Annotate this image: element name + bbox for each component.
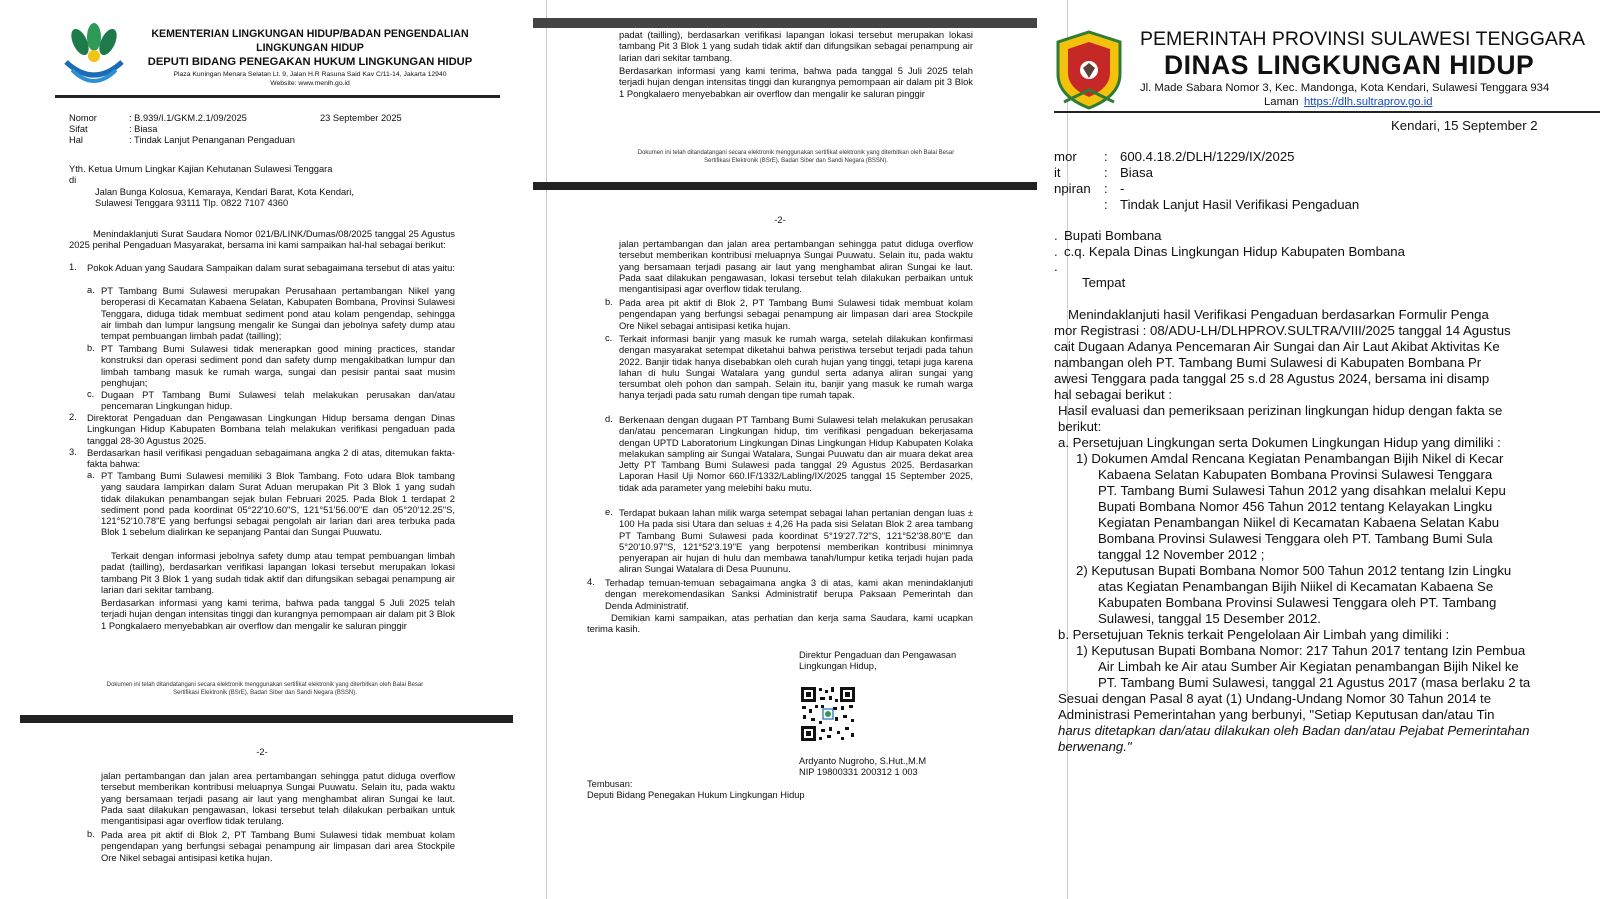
agency-name: DINAS LINGKUNGAN HIDUP (1164, 50, 1535, 80)
section-a-item-2-line-2: atas Kegiatan Penambangan Bijih Niikel di Kecamatan Kabaena Se (1098, 579, 1494, 594)
item-3a-paragraph-2: Terkait dengan informasi jebolnya safety dump atau tempat pembuangan limbah padat (tailling), berdasarkan verifikasi lapangan lokasi tersebut merupakan lokasi tambang Pit 3 Blok 1 yang sudah tidak aktif dan difungsikan sebagai penampung air larian dari sekitar tambang. (101, 550, 455, 595)
tembusan-recipient: Deputi Bidang Penegakan Hukum Lingkungan Hidup (587, 790, 805, 800)
item-letter-c: c. (605, 333, 613, 343)
top-bar (533, 18, 1037, 28)
agency-website-link[interactable]: https://dlh.sultraprov.go.id (1304, 96, 1433, 108)
item-letter-1c: c. (87, 389, 95, 399)
section-a-item-1-line-6: Bombana Provinsi Sulawesi Tenggara oleh PT. Tambang Bumi Sula (1098, 531, 1493, 546)
sifat-value: : Biasa (129, 124, 158, 134)
item-c: Terkait informasi banjir yang masuk ke rumah warga, setelah dilakukan konfirmasi dengan masyarakat setempat diketahui bahwa peristiwa tersebut terjadi pada tahun 2022. Banjir tidak hanya disebabkan oleh curah hujan yang tinggi, tetapi juga karena lahan di hulu Sungai Watalara yang gundul serta adanya aliran sungai yang tersumbat oleh pohon dan sampah. Selain itu, banjir yang masuk ke rumah warga hanya terjadi pada satu rumah dengan tipe rumah tapak. (619, 333, 973, 401)
item-3: Berdasarkan hasil verifikasi pengaduan sebagaimana angka 2 di atas, ditemukan fakta-fakta bahwa: (87, 447, 455, 470)
esign-footer: Dokumen ini telah ditandatangani secara elektronik menggunakan sertifikat elektronik yang diterbitkan oleh Balai Besar Sertifikasi Elektronik (BSrE), Badan Siber dan Sandi Negara (BSSN). (106, 682, 424, 696)
item-1c: Dugaan PT Tambang Bumi Sulawesi telah melakukan perusakan dan/atau pencemaran Lingkungan hidup. (101, 389, 455, 412)
item-number-4: 4. (587, 577, 595, 587)
item-letter-3a: a. (87, 470, 95, 480)
ministry-name-line1: KEMENTERIAN LINGKUNGAN HIDUP/BADAN PENGENDALIAN (151, 28, 469, 40)
letterhead-rule (55, 95, 500, 98)
lampiran-value: - (1120, 181, 1125, 196)
item-1: Pokok Aduan yang Saudara Sampaikan dalam surat sebagaimana tersebut di atas yaitu: (87, 262, 455, 273)
agency-address: Jl. Made Sabara Nomor 3, Kec. Mandonga, Kota Kendari, Sulawesi Tenggara 934 (1140, 82, 1550, 94)
section-b: b. Persetujuan Teknis terkait Pengelolaan Air Limbah yang dimiliki : (1058, 627, 1450, 642)
letter-date: 23 September 2025 (320, 113, 402, 123)
item-2: Direktorat Pengaduan dan Pengawasan Lingkungan Hidup bersama dengan Dinas Lingkungan Hidup Kabupaten Bombana telah melakukan verifikasi pengaduan pada tanggal 28-30 Agustus 2025. (87, 412, 455, 446)
item-letter-1b: b. (87, 343, 95, 353)
page2-continuation: jalan pertambangan dan jalan area pertambangan sehingga patut diduga overflow tersebut memberikan kontribusi meluapnya Sungai Puuwatu. Selain itu, pada waktu yang bersamaan terjadi pasang air laut yang menghambat aliran Sungai ke laut. Pada saat dilakukan pengawasan, lokasi tersebut telah dilakukan perbaikan untuk mengantisipasi agar overflow tidak terulang. (101, 770, 455, 827)
ministry-name-line2: LINGKUNGAN HIDUP (256, 42, 364, 54)
addressee-line4: Sulawesi Tenggara 93111 Tlp. 0822 7107 4360 (95, 198, 289, 208)
section-a-item-1-line-7: tanggal 12 November 2012 ; (1098, 547, 1265, 562)
item-number-3: 3. (69, 447, 77, 457)
top-continuation-2: Berdasarkan informasi yang kami terima, bahwa pada tanggal 5 Juli 2025 telah terjadi hujan dengan intensitas tinggi dan kurangnya pemompaan air dalam pit 3 Blok 1 Pongkalaero menyebabkan air overflow dan mengalir ke saluran pinggir (619, 65, 973, 99)
item-b: Pada area pit aktif di Blok 2, PT Tambang Bumi Sulawesi tidak membuat kolam pengendapan yang berfungsi sebagai penampung air limpasan dari area Stockpile Ore Nikel sebagai antisipasi ketika hujan. (619, 297, 973, 331)
tembusan-label: Tembusan: (587, 779, 633, 789)
laman-label: Laman (1264, 96, 1299, 108)
closing-paragraph: Demikian kami sampaikan, atas perhatian dan kerja sama Saudara, kami ucapkan terima kasih. (587, 612, 973, 635)
ministry-website: Website: www.menlh.go.id (270, 80, 350, 87)
item-letter-e: e. (605, 507, 613, 517)
section-a-item-2-line-3: Kabupaten Bombana Provinsi Sulawesi Tenggara oleh PT. Tambang (1098, 595, 1497, 610)
page-break-bar (533, 182, 1037, 190)
addressee-line3: Jalan Bunga Kolosua, Kemaraya, Kendari Barat, Kota Kendari, (95, 187, 354, 197)
item-number-2: 2. (69, 412, 77, 422)
letterhead-rule (1054, 111, 1600, 113)
section-a-item-2: 2) Keputusan Bupati Bombana Nomor 500 Tahun 2012 tentang Izin Lingku (1076, 563, 1512, 578)
section-a-item-1-line-3: PT. Tambang Bumi Sulawesi Tahun 2012 yang disahkan melalui Kepu (1098, 483, 1506, 498)
province-emblem-icon (1052, 28, 1126, 110)
addressee-line2: c.q. Kepala Dinas Lingkungan Hidup Kabupaten Bombana (1064, 244, 1405, 259)
item-1a: PT Tambang Bumi Sulawesi merupakan Perusahaan pertambangan Nikel yang beroperasi di Kecamatan Kabaena Selatan, Kabupaten Bombana, Provinsi Sulawesi Tenggara, diduga tidak membuat sediment pond atau kolam pengendap, sehingga air limbah dan lumpur langsung mengalir ke Sungai dan jebolnya safety dump atau tempat pembuangan limbah padat (tailling); (101, 285, 455, 342)
letter-panel-page2 (546, 0, 1068, 899)
signatory-name: Ardyanto Nugroho, S.Hut.,M.M (799, 756, 927, 766)
esign-footer: Dokumen ini telah ditandatangani secara elektronik menggunakan sertifikat elektronik yang diterbitkan oleh Balai Besar Sertifikasi Elektronik (BSrE), Badan Siber dan Sandi Negara (BSSN). (637, 150, 955, 164)
item-1b: PT Tambang Bumi Sulawesi tidak menerapkan good mining practices, standar konstruksi dan operasi sediment pond dan safety dump mengakibatkan lumpur dan limbah tambang masuk ke rumah warga, sungai dan pesisir pantai saat musim penghujan; (101, 343, 455, 388)
body-line-1: Menindaklanjuti hasil Verifikasi Pengaduan berdasarkan Formulir Penga (1068, 307, 1489, 322)
nomor-label: Nomor (69, 113, 97, 123)
section-a-item-1-line-2: Kabaena Selatan Kabupaten Bombana Provinsi Sulawesi Tenggara (1098, 467, 1493, 482)
section-a-item-1: 1) Dokumen Amdal Rencana Kegiatan Penambangan Bijih Nikel di Kecar (1076, 451, 1504, 466)
body-line-2: mor Registrasi : 08/ADU-LH/DLHPROV.SULTRA/VIII/2025 tanggal 14 Agustus (1054, 323, 1511, 338)
hal-value: Tindak Lanjut Hasil Verifikasi Pengaduan (1120, 197, 1360, 212)
legal-basis-line-1: Sesuai dengan Pasal 8 ayat (1) Undang-Undang Nomor 30 Tahun 2014 te (1058, 691, 1492, 706)
letter-panel-ministry (0, 0, 538, 899)
legal-basis-line-4: berwenang." (1058, 739, 1132, 754)
deputy-name: DEPUTI BIDANG PENEGAKAN HUKUM LINGKUNGAN HIDUP (147, 56, 473, 68)
addressee-line1: Yth. Ketua Umum Lingkar Kajian Kehutanan Sulawesi Tenggara (69, 164, 333, 174)
signatory-title-1: Direktur Pengaduan dan Pengawasan (799, 650, 957, 660)
item-4: Terhadap temuan-temuan sebagaimana angka 3 di atas, kami akan menindaklanjuti dengan merekomendasikan Sanksi Administratif berupa Paksaan Pemerintah dan Denda Administratif. (605, 577, 973, 611)
letter-date: Kendari, 15 September 2 (1391, 118, 1538, 133)
body-line-3: cait Dugaan Adanya Pencemaran Air Sungai dan Air Laut Akibat Aktivitas Ke (1054, 339, 1500, 354)
legal-basis-line-3: harus ditetapkan dan/atau dilakukan oleh Badan dan/atau Pejabat Pemerintahan (1058, 723, 1530, 738)
signatory-title-2: Lingkungan Hidup, (799, 661, 877, 671)
item-e: Terdapat bukaan lahan milik warga setempat sebagai lahan pertanian dengan luas ± 100 Ha pada sisi Utara dan seluas ± 4,26 Ha pada sisi Selatan Blok 2 area tambang PT Tambang Bumi Sulawesi pada koordinat 5°19'27.72"S, 121°52'38.80"E dan 5°20'10.97"S, 121°52'3.19"E yang berpotensi memberikan kontribusi minimnya penyerapan air hujan di hulu dan membawa tanah/lumpur ketika terjadi hujan pada aliran Sungai Watalara di Desa Puununu. (619, 507, 973, 575)
item-number-1: 1. (69, 262, 77, 272)
page-number: -2- (774, 215, 786, 225)
legal-basis-line-2: Administrasi Pemerintahan yang berbunyi, "Setiap Keputusan dan/atau Tin (1058, 707, 1495, 722)
item-letter-1a: a. (87, 285, 95, 295)
addressee-line2: di (69, 175, 77, 185)
item-letter-d: d. (605, 414, 613, 424)
top-continuation: padat (tailling), berdasarkan verifikasi lapangan lokasi tersebut merupakan lokasi tambang Pit 3 Blok 1 yang sudah tidak aktif dan difungsikan sebagai penampung air larian dari sekitar tambang. (619, 29, 973, 63)
section-a: a. Persetujuan Lingkungan serta Dokumen Lingkungan Hidup yang dimiliki : (1058, 435, 1501, 450)
ministry-logo-icon (60, 22, 128, 88)
body-line-7: Hasil evaluasi dan pemeriksaan perizinan lingkungan hidup dengan fakta se (1058, 403, 1503, 418)
addressee-line1: Bupati Bombana (1064, 228, 1162, 243)
ministry-address: Plaza Kuningan Menara Selatan Lt. 9, Jalan H.R Rasuna Said Kav C/11-14, Jakarta 12940 (173, 71, 447, 78)
nomor-value: : B.939/I.1/GKM.2.1/09/2025 (129, 113, 247, 123)
letter-panel-province: PEMERINTAH PROVINSI SULAWESI TENGGARA DINAS LINGKUNGAN HIDUP Jl. Made Sabara Nomor 3, Kec. Mandonga, Kota Kendari, Sulawesi Tenggara 934 Laman https://dlh.sultraprov.go.id Kendari, 15 September 2 mor : 600.4.18.2/DLH/1229/IX/2025 it : Biasa npiran : - : Tindak Lanjut Hasil Verifikasi Pengaduan . Bupati Bombana . c.q. Kepala Dinas Lingkungan Hidup Kabupaten Bombana . Tempat Menindaklanjuti hasil Verifikasi Pengaduan berdasarkan Formulir Penga mor Registrasi : 08/ADU-LH/DLHPROV.SULTRA/VIII/2025 tanggal 14 Agustus cait Dugaan Adanya Pencemaran Air Sungai dan Air Laut Akibat Aktivitas Ke nambangan oleh PT. Tambang Bumi Sulawesi di Kabupaten Bombana Pr awesi Tenggara pada tanggal 25 s.d 28 Agustus 2024, bersama ini disamp hal sebagai berikut : Hasil evaluasi dan pemeriksaan perizinan lingkungan hidup dengan fakta se berikut: a. Persetujuan Lingkungan serta Dokumen Lingkungan Hidup yang dimiliki : 1) Dokumen Amdal Rencana Kegiatan Penambangan Bijih Nikel di Kecar Kabaena Selatan Kabupaten Bombana Provinsi Sulawesi Tenggara PT. Tambang Bumi Sulawesi Tahun 2012 yang disahkan melalui Kepu Bupati Bombana Nomor 456 Tahun 2012 tentang Kelayakan Lingku Kegiatan Penambangan Niikel di Kecamatan Kabaena Selatan Kabu Bombana Provinsi Sulawesi Tenggara oleh PT. Tambang Bumi Sula tanggal 12 November 2012 ; 2) Keputusan Bupati Bombana Nomor 500 Tahun 2012 tentang Izin Lingku atas Kegiatan Penambangan Bijih Niikel di Kecamatan Kabaena Se Kabupaten Bombana Provinsi Sulawesi Tenggara oleh PT. Tambang Sulawesi, tanggal 15 Desember 2012. b. Persetujuan Teknis terkait Pengelolaan Air Limbah yang dimiliki : 1) Keputusan Bupati Bombana Nomor: 217 Tahun 2017 tentang Izin Pembua Air Limbah ke Air atau Sumber Air Kegiatan penambangan Bijih Nikel ke PT. Tambang Bumi Sulawesi, tanggal 21 Agustus 2017 (masa berlaku 2 ta Sesuai dengan Pasal 8 ayat (1) Undang-Undang Nomor 30 Tahun 2014 te Administrasi Pemerintahan yang berbunyi, "Setiap Keputusan dan/atau Tin harus ditetapkan dan/atau dilakukan oleh Badan dan/atau Pejabat Pemerintahan berwenang." (1074, 0, 1600, 899)
nomor-value: 600.4.18.2/DLH/1229/IX/2025 (1120, 149, 1295, 164)
continuation-paragraph: jalan pertambangan dan jalan area pertambangan sehingga patut diduga overflow tersebut memberikan kontribusi meluapnya Sungai Puuwatu. Selain itu, pada waktu yang bersamaan terjadi pasang air laut yang menghambat aliran Sungai ke laut. Pada saat dilakukan pengawasan, lokasi tersebut telah dilakukan perbaikan untuk mengantisipasi agar overflow tidak terulang. (619, 238, 973, 295)
hal-label: Hal (69, 135, 83, 145)
section-b-item-1-line-2: Air Limbah ke Air atau Sumber Air Kegiatan penambangan Bijih Nikel ke (1098, 659, 1519, 674)
section-a-item-1-line-5: Kegiatan Penambangan Niikel di Kecamatan Kabaena Selatan Kabu (1098, 515, 1500, 530)
section-b-item-1: 1) Keputusan Bupati Bombana Nomor: 217 Tahun 2017 tentang Izin Pembua (1076, 643, 1526, 658)
sifat-value: Biasa (1120, 165, 1153, 180)
sifat-label: Sifat (69, 124, 88, 134)
nomor-label: mor (1054, 149, 1077, 164)
hal-value: : Tindak Lanjut Penanganan Pengaduan (129, 135, 295, 145)
sifat-label: it (1054, 165, 1061, 180)
section-a-item-2-line-4: Sulawesi, tanggal 15 Desember 2012. (1098, 611, 1321, 626)
item-letter-b: b. (605, 297, 613, 307)
body-line-8: berikut: (1058, 419, 1102, 434)
lampiran-label: npiran (1054, 181, 1091, 196)
item-letter-3b: b. (87, 829, 95, 839)
body-line-5: awesi Tenggara pada tanggal 25 s.d 28 Agustus 2024, bersama ini disamp (1054, 371, 1490, 386)
signatory-nip: NIP 19800331 200312 1 003 (799, 767, 918, 777)
item-d: Berkenaan dengan dugaan PT Tambang Bumi Sulawesi telah melakukan perusakan dan/atau pencemaran Lingkungan hidup, tim verifikasi pengaduan bekerjasama dengan UPTD Laboratorium Lingkungan Dinas Lingkungan Hidup Kabupaten Kolaka melakukan sampling air Sungai Watalara, Sungai Puuwatu dan air muara dekat area Jetty PT Tambang Bumi Sulawesi pada tanggal 29 Agustus 2025. Berdasarkan Laporan Hasil Uji Nomor 660.IF/1332/Labling/IX/2025 tanggal 15 September 2025, tidak ada parameter yang melebihi baku mutu. (619, 414, 973, 493)
item-3a-paragraph-3: Berdasarkan informasi yang kami terima, bahwa pada tanggal 5 Juli 2025 telah terjadi hujan dengan intensitas tinggi dan kurangnya pemompaan air dalam pit 3 Blok 1 Pongkalaero menyebabkan air overflow dan mengalir ke saluran pinggir (101, 597, 455, 631)
province-government: PEMERINTAH PROVINSI SULAWESI TENGGARA (1140, 28, 1585, 50)
item-3b: Pada area pit aktif di Blok 2, PT Tambang Bumi Sulawesi tidak membuat kolam pengendapan yang berfungsi sebagai penampung air limpasan dari area Stockpile Ore Nikel sebagai antisipasi ketika hujan. (101, 829, 455, 863)
item-3a: PT Tambang Bumi Sulawesi memiliki 3 Blok Tambang. Foto udara Blok tambang yang saudara lampirkan dalam Surat Aduan merupakan Pit 3 Blok 1 yang sudah tidak dilakukan penambangan sejak bulan Februari 2025. Pada Blok 1 terdapat 2 sediment pond pada koordinat 05°22'10.60"S, 121°51'56.00"E dan 05°20'12.25"S, 121°52'10.78"E yang berfungsi sebagai pengolah air larian dari area terbuka pada Blok 1 sebelum dialirkan ke sepanjang Pantai dan Sungai Puuwatu. (101, 470, 455, 538)
addressee-line3: Tempat (1082, 275, 1126, 290)
page-number: -2- (256, 747, 268, 757)
qr-code-icon (799, 685, 857, 743)
section-b-item-1-line-3: PT. Tambang Bumi Sulawesi, tanggal 21 Agustus 2017 (masa berlaku 2 ta (1098, 675, 1531, 690)
section-a-item-1-line-4: Bupati Bombana Nomor 456 Tahun 2012 tentang Kelayakan Lingku (1098, 499, 1493, 514)
body-line-6: hal sebagai berikut : (1054, 387, 1173, 402)
body-line-4: nambangan oleh PT. Tambang Bumi Sulawesi di Kabupaten Bombana Pr (1054, 355, 1482, 370)
intro-paragraph: Menindaklanjuti Surat Saudara Nomor 021/B/LINK/Dumas/08/2025 tanggal 25 Agustus 2025 perihal Pengaduan Masyarakat, bersama ini kami sampaikan hal-hal sebagai berikut: (69, 228, 455, 251)
page-break-bar (20, 715, 513, 723)
